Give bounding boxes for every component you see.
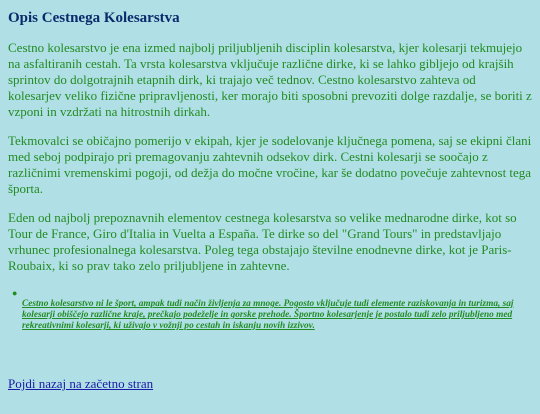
list-item [8, 287, 532, 332]
paragraph-teams: Tekmovalci se običajno pomerijo v ekipah, kjer je sodelovanje ključnega pomena, saj se ekipni člani med seboj podpirajo pri premagovanju zahtevnih odsekov dirk. Cestni kolesarji se soočajo z različnimi vremenskimi pogoji, od dežja do močne vročine, kar še dodatno povečuje zahtevnost tega športa. [8, 133, 532, 196]
paragraph-intro: Cestno kolesarstvo je ena izmed najbolj priljubljenih disciplin kolesarstva, kjer kolesarji tekmujejo na asfaltiranih cestah. Ta vrsta kolesarstva vključuje različne dirke, ki se lahko gibljejo od krajših sprintov do dolgotrajnih etapnih dirk, ki trajajo več tednov. Cestno kolesarstvo zahteva od kolesarjev veliko fizične pripravljenosti, ker morajo biti sposobni prevoziti dolge razdalje, se boriti z vzponi in vzdržati na hitrostnih dirkah. [8, 40, 532, 119]
paragraph-grand-tours: Eden od najbolj prepoznavnih elementov cestnega kolesarstva so velike mednarodne dirke, kot so Tour de France, Giro d'Italia in Vuelta a España. Te dirke so del "Grand Tours" in predstavljajo vrhunec profesionalnega kolesarstva. Poleg tega obstajajo številne enodnevne dirke, kot je Paris-Roubaix, ki so prav tako zelo priljubljene in zahtevne. [8, 210, 517, 273]
page-title: Opis Cestnega Kolesarstva [8, 10, 180, 26]
notes-list [8, 287, 532, 332]
bullet-icon: ● [12, 288, 18, 298]
back-to-home-link[interactable]: Pojdi nazaj na začetno stran [8, 376, 154, 391]
lifestyle-note-link[interactable]: Cestno kolesarstvo ni le šport, ampak tudi način življenja za mnoge. Pogosto vključuje tudi elemente raziskovanja in turizma, saj kolesarji obiščejo različne kraje, prečkajo podeželje in gorske prehode. Športno kolesarjenje je postalo tudi zelo priljubljeno med rekreativnimi kolesarji, ki uživajo v vožnji po cestah in iskanju novih izzivov. [22, 299, 514, 331]
